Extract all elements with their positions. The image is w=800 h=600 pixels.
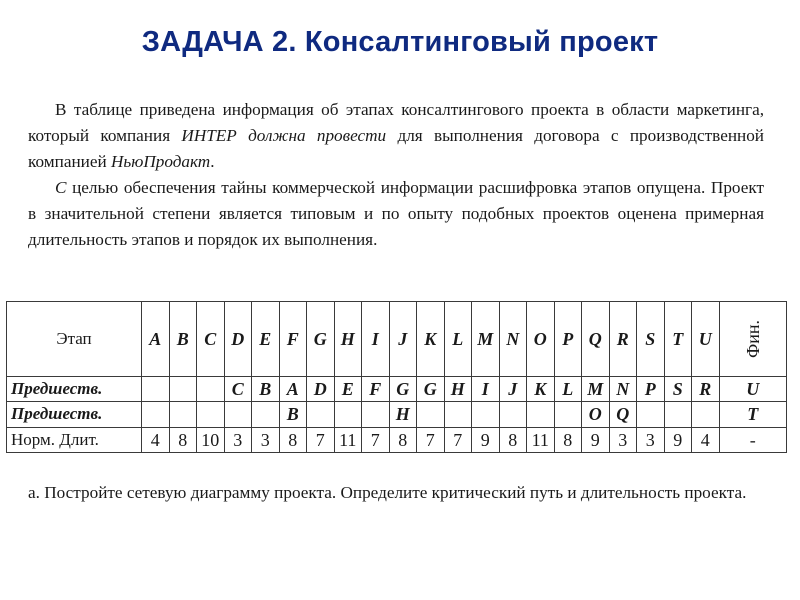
predecessor-1-cell: N	[609, 376, 637, 401]
predecessor-1-cell: C	[224, 376, 252, 401]
stage-header-cell: Q	[582, 302, 610, 377]
predecessor-2-cell	[499, 402, 527, 427]
duration-cell: -	[719, 427, 787, 452]
predecessor-1-cell: E	[334, 376, 362, 401]
stage-header-cell: S	[637, 302, 665, 377]
duration-cell: 7	[444, 427, 472, 452]
duration-cell: 9	[472, 427, 500, 452]
intro-text-1c: для выполнения договора с производственной компанией	[28, 126, 765, 171]
table-row-pred2	[7, 402, 787, 427]
duration-cell: 3	[224, 427, 252, 452]
duration-cell: 8	[554, 427, 582, 452]
predecessor-1-cell	[169, 376, 197, 401]
predecessor-1-cell: B	[252, 376, 280, 401]
predecessor-2-cell	[197, 402, 225, 427]
table-row-pred1	[7, 376, 787, 401]
intro-text-1a: В таблице приведена информация об этапах консалтингового проекта в области маркетинга, который компания	[28, 100, 764, 145]
final-header-cell	[719, 302, 787, 377]
predecessor-2-cell	[169, 402, 197, 427]
intro-text-2a: С	[55, 178, 67, 197]
duration-cell: 8	[389, 427, 417, 452]
predecessor-1-final-cell: U	[719, 376, 787, 401]
stages-table	[6, 301, 787, 453]
predecessor-1-cell: F	[362, 376, 390, 401]
duration-cell: 11	[527, 427, 555, 452]
intro-paragraph-2	[28, 175, 764, 253]
stage-header-cell: O	[527, 302, 555, 377]
duration-label-cell: Норм. Длит.	[7, 427, 142, 452]
predecessor-1-cell: D	[307, 376, 335, 401]
stage-header-cell: L	[444, 302, 472, 377]
predecessor-2-cell	[692, 402, 720, 427]
intro-text-1b: ИНТЕР должна провести	[181, 126, 387, 145]
duration-cell: 3	[252, 427, 280, 452]
stage-header-cell: E	[252, 302, 280, 377]
predecessor-2-cell	[664, 402, 692, 427]
stage-header-cell: T	[664, 302, 692, 377]
table-row-duration	[7, 427, 787, 452]
predecessor-1-cell: K	[527, 376, 555, 401]
predecessor-1-cell: A	[279, 376, 307, 401]
predecessor-2-cell	[527, 402, 555, 427]
duration-cell: 9	[664, 427, 692, 452]
intro-text-1e: .	[210, 152, 215, 171]
predecessor-2-cell: O	[582, 402, 610, 427]
predecessor-2-cell	[472, 402, 500, 427]
intro-text-2b: целью обеспечения тайны коммерческой информации расшифровка этапов опущена. Проект в значительной степени является типовым и по опыту подобных проектов оценена примерная длительность этапов и порядок их выполнения.	[28, 178, 764, 249]
predecessor-2-cell	[362, 402, 390, 427]
final-header-label: Фин.	[742, 319, 763, 358]
stage-header-cell: H	[334, 302, 362, 377]
predecessor-2-cell	[334, 402, 362, 427]
pred1-label-cell: Предшеств.	[7, 376, 142, 401]
stage-header-cell: F	[279, 302, 307, 377]
predecessor-1-cell: G	[417, 376, 445, 401]
stage-header-cell: D	[224, 302, 252, 377]
duration-cell: 9	[582, 427, 610, 452]
pred2-label-cell: Предшеств.	[7, 402, 142, 427]
stage-header-cell: G	[307, 302, 335, 377]
predecessor-1-cell: H	[444, 376, 472, 401]
duration-cell: 3	[637, 427, 665, 452]
stage-header-cell: B	[169, 302, 197, 377]
duration-cell: 7	[362, 427, 390, 452]
stage-header-cell: C	[197, 302, 225, 377]
predecessor-1-cell: G	[389, 376, 417, 401]
predecessor-2-cell: B	[279, 402, 307, 427]
predecessor-1-cell: P	[637, 376, 665, 401]
predecessor-1-cell	[197, 376, 225, 401]
predecessor-2-cell: H	[389, 402, 417, 427]
predecessor-2-cell	[224, 402, 252, 427]
predecessor-1-cell: I	[472, 376, 500, 401]
predecessor-2-cell	[444, 402, 472, 427]
predecessor-2-cell	[417, 402, 445, 427]
predecessor-2-cell	[637, 402, 665, 427]
duration-cell: 4	[692, 427, 720, 452]
stage-header-cell: P	[554, 302, 582, 377]
stage-header-cell: M	[472, 302, 500, 377]
predecessor-1-cell: L	[554, 376, 582, 401]
stage-header-cell: I	[362, 302, 390, 377]
predecessor-1-cell	[142, 376, 170, 401]
predecessor-2-cell	[554, 402, 582, 427]
intro-paragraph-1	[28, 97, 764, 175]
stage-header-cell: U	[692, 302, 720, 377]
predecessor-2-cell	[142, 402, 170, 427]
predecessor-1-cell: M	[582, 376, 610, 401]
predecessor-2-cell	[252, 402, 280, 427]
duration-cell: 8	[169, 427, 197, 452]
predecessor-2-cell	[307, 402, 335, 427]
predecessor-2-final-cell: T	[719, 402, 787, 427]
stage-header-cell: J	[389, 302, 417, 377]
duration-cell: 3	[609, 427, 637, 452]
stage-header-cell: N	[499, 302, 527, 377]
header-label-cell: Этап	[7, 302, 142, 377]
page-title: ЗАДАЧА 2. Консалтинговый проект	[141, 26, 659, 58]
predecessor-1-cell: R	[692, 376, 720, 401]
duration-cell: 4	[142, 427, 170, 452]
stage-header-cell: R	[609, 302, 637, 377]
intro-text-1d: НьюПродакт	[110, 152, 211, 171]
duration-cell: 7	[307, 427, 335, 452]
duration-cell: 7	[417, 427, 445, 452]
duration-cell: 8	[499, 427, 527, 452]
stage-header-cell: K	[417, 302, 445, 377]
duration-cell: 10	[197, 427, 225, 452]
stage-header-cell: A	[142, 302, 170, 377]
table-header-row	[7, 302, 787, 377]
predecessor-1-cell: S	[664, 376, 692, 401]
question-a: а. Постройте сетевую диаграмму проекта. Определите критический путь и длительность проекта.	[28, 483, 747, 502]
duration-cell: 8	[279, 427, 307, 452]
duration-cell: 11	[334, 427, 362, 452]
predecessor-2-cell: Q	[609, 402, 637, 427]
predecessor-1-cell: J	[499, 376, 527, 401]
